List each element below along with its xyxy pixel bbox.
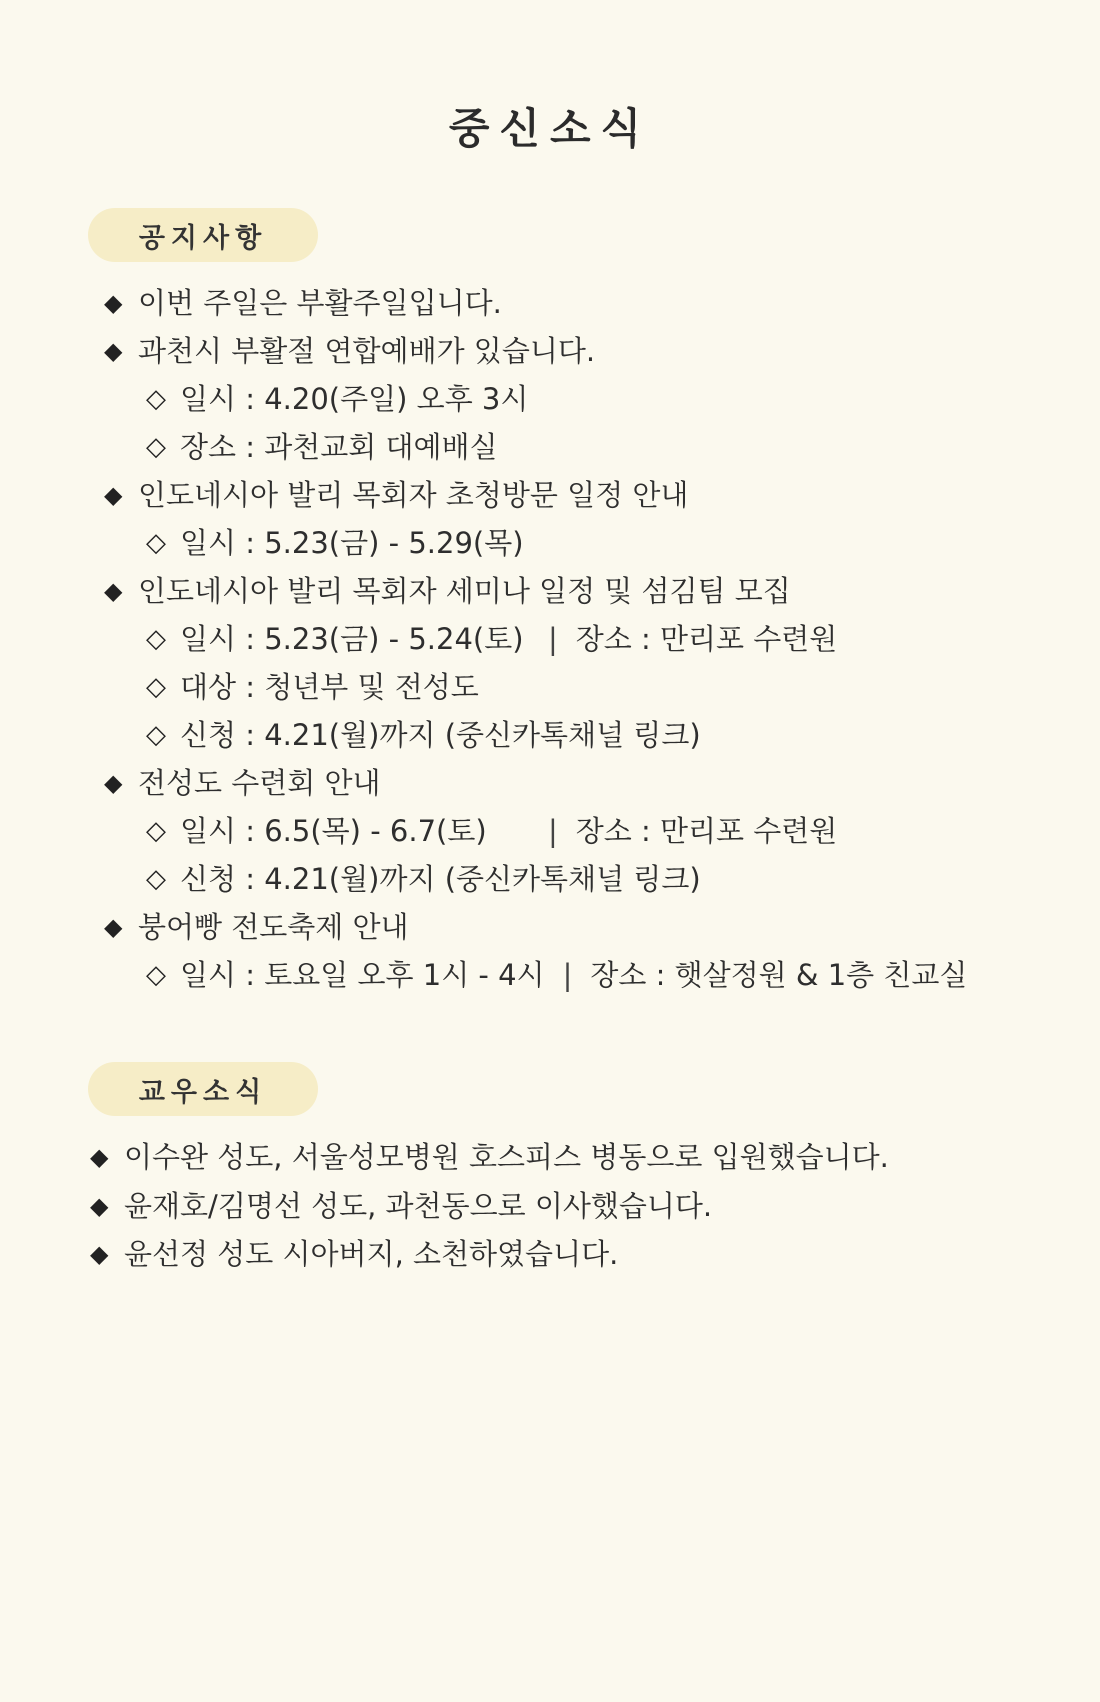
diamond-icon: ◆: [104, 913, 123, 941]
hollow-diamond-icon: ◇: [146, 864, 166, 894]
member-news-item: [90, 1137, 889, 1177]
item-text: 일시 : 4.20(주일) 오후 3시: [180, 382, 529, 416]
notice-detail-item: [146, 715, 701, 755]
item-text: 신청 : 4.21(월)까지 (중신카톡채널 링크): [180, 862, 701, 896]
notice-item: [104, 475, 688, 515]
item-text: 일시 : 토요일 오후 1시 - 4시: [180, 958, 545, 992]
item-text: 대상 : 청년부 및 전성도: [180, 670, 479, 704]
item-text: 붕어빵 전도축제 안내: [138, 910, 409, 944]
hollow-diamond-icon: ◇: [146, 672, 166, 702]
item-text: 일시 : 5.23(금) - 5.24(토): [180, 622, 524, 656]
diamond-icon: ◆: [104, 337, 123, 365]
hollow-diamond-icon: ◇: [146, 960, 166, 990]
hollow-diamond-icon: ◇: [146, 720, 166, 750]
item-text: 장소 : 과천교회 대예배실: [180, 430, 498, 464]
item-text: 인도네시아 발리 목회자 초청방문 일정 안내: [138, 478, 689, 512]
diamond-icon: ◆: [104, 289, 123, 317]
hollow-diamond-icon: ◇: [146, 624, 166, 654]
notice-detail-item: [146, 523, 524, 563]
item-location-text: 장소 : 만리포 수련원: [575, 814, 838, 848]
diamond-icon: ◆: [90, 1240, 109, 1268]
item-text: 전성도 수련회 안내: [138, 766, 381, 800]
item-location-text: 장소 : 만리포 수련원: [575, 622, 838, 656]
notice-item: [104, 907, 409, 947]
notice-item: [104, 571, 791, 611]
separator: |: [562, 958, 573, 992]
separator: |: [548, 814, 558, 848]
item-text: 윤재호/김명선 성도, 과천동으로 이사했습니다.: [124, 1188, 713, 1223]
notice-item: [104, 283, 502, 323]
notice-detail-item: [146, 811, 837, 851]
hollow-diamond-icon: ◇: [146, 816, 166, 846]
hollow-diamond-icon: ◇: [146, 432, 166, 462]
notice-section-label: 공지사항: [88, 208, 318, 262]
notice-detail-item: [146, 619, 837, 659]
diamond-icon: ◆: [104, 481, 123, 509]
diamond-icon: ◆: [104, 577, 123, 605]
notice-detail-item: [146, 859, 701, 899]
notice-item: [104, 331, 595, 371]
item-text: 일시 : 6.5(목) - 6.7(토): [180, 814, 487, 848]
separator: |: [548, 622, 558, 656]
hollow-diamond-icon: ◇: [146, 528, 166, 558]
item-text: 이수완 성도, 서울성모병원 호스피스 병동으로 입원했습니다.: [124, 1140, 889, 1174]
item-text: 과천시 부활절 연합예배가 있습니다.: [138, 334, 596, 368]
hollow-diamond-icon: ◇: [146, 384, 166, 414]
page-title: 중신소식: [448, 104, 652, 153]
notice-detail-item: [146, 379, 528, 419]
diamond-icon: ◆: [104, 769, 123, 797]
members-section-label: 교우소식: [88, 1062, 318, 1116]
member-news-item: [90, 1234, 618, 1274]
notice-detail-item: [146, 427, 498, 467]
item-location-text: 장소 : 햇살정원 & 1층 친교실: [590, 958, 968, 992]
item-text: 이번 주일은 부활주일입니다.: [138, 286, 502, 320]
item-text: 일시 : 5.23(금) - 5.29(목): [180, 526, 524, 560]
item-text: 윤선정 성도 시아버지, 소천하였습니다.: [124, 1237, 619, 1271]
member-news-item: [90, 1186, 712, 1226]
item-text: 인도네시아 발리 목회자 세미나 일정 및 섬김팀 모집: [138, 574, 791, 608]
notice-item: [104, 763, 381, 803]
diamond-icon: ◆: [90, 1143, 109, 1171]
notice-detail-item: [146, 955, 967, 995]
diamond-icon: ◆: [90, 1191, 109, 1220]
item-text: 신청 : 4.21(월)까지 (중신카톡채널 링크): [180, 718, 701, 752]
notice-detail-item: [146, 667, 479, 707]
